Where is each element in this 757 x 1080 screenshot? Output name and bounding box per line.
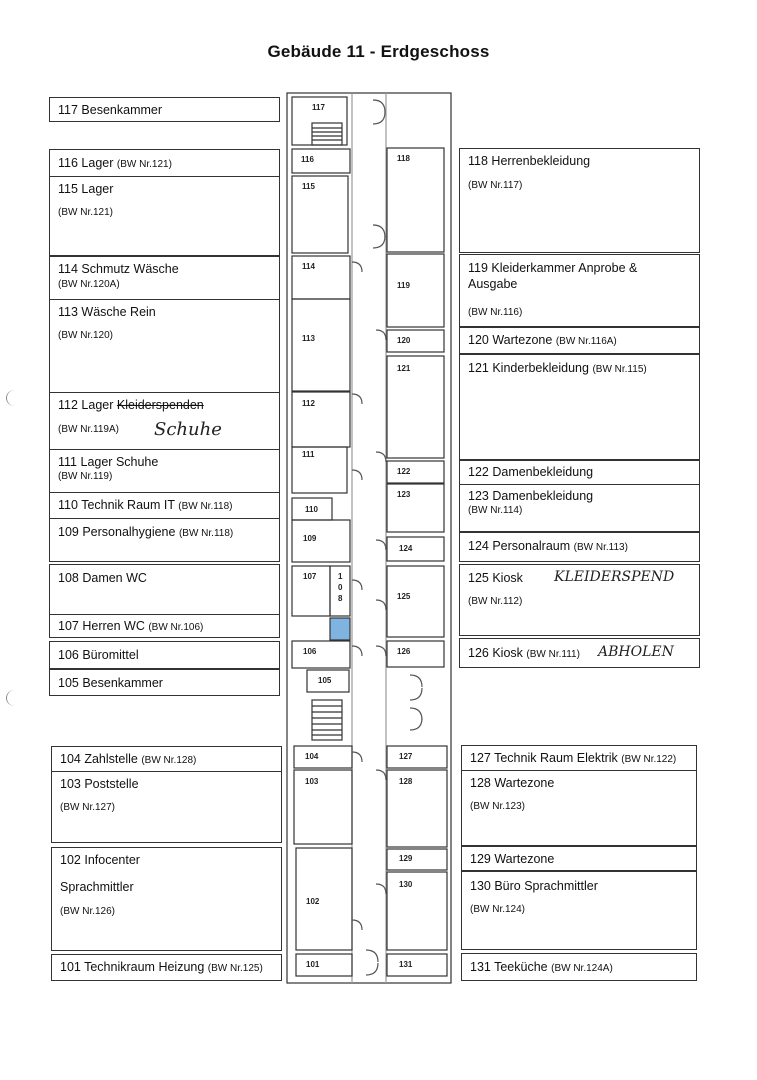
plan-label-117: 117: [312, 103, 325, 112]
plan-label-107: 107: [303, 572, 317, 581]
plan-room-127: [387, 746, 447, 768]
plan-room-114: [292, 256, 350, 299]
room-label-109: 109 Personalhygiene (BW Nr.118): [58, 525, 234, 539]
plan-room-120: [387, 330, 444, 352]
plan-room-103: [294, 770, 352, 844]
room-label-107: 107 Herren WC (BW Nr.106): [58, 619, 204, 633]
plan-label-126: 126: [397, 647, 411, 656]
plan-room-112: [292, 392, 350, 447]
room-label-126: 126 Kiosk (BW Nr.111): [468, 646, 580, 660]
plan-label-114: 114: [302, 262, 315, 271]
room-label-128: 128 Wartezone: [470, 776, 555, 790]
room-label-104: 104 Zahlstelle (BW Nr.128): [60, 752, 197, 766]
plan-label-109: 109: [303, 534, 317, 543]
room-label-110: 110 Technik Raum IT (BW Nr.118): [58, 498, 233, 512]
plan-room-101: [296, 954, 352, 976]
page-title: Gebäude 11 - Erdgeschoss: [267, 42, 490, 61]
plan-label-122: 122: [397, 467, 411, 476]
plan-label-102: 102: [306, 897, 320, 906]
plan-label-130: 130: [399, 880, 413, 889]
plan-label-118: 118: [397, 154, 410, 163]
plan-label-121: 121: [397, 364, 411, 373]
room-bw-128: (BW Nr.123): [470, 801, 526, 812]
plan-label-108-a: 1: [338, 572, 343, 581]
plan-label-125: 125: [397, 592, 411, 601]
room-label-102: 102 Infocenter: [60, 853, 140, 867]
room-bw-111: (BW Nr.119): [58, 471, 113, 482]
handwritten-note-112: Schuhe: [154, 419, 222, 440]
room-bw-114: (BW Nr.120A): [58, 279, 120, 290]
room-label-119-line2: Ausgabe: [468, 277, 518, 291]
plan-room-122: [387, 461, 444, 483]
plan-label-124: 124: [399, 544, 413, 553]
handwritten-note-126: ABHOLEN: [598, 644, 674, 660]
plan-label-123: 123: [397, 490, 411, 499]
plan-room-125: [387, 566, 444, 637]
plan-label-105: 105: [318, 676, 332, 685]
stairs-top: [312, 123, 342, 145]
room-bw-113: (BW Nr.120): [58, 330, 114, 341]
plan-room-highlight: [330, 618, 350, 640]
room-label-127: 127 Technik Raum Elektrik (BW Nr.122): [470, 751, 677, 765]
plan-room-104: [294, 746, 352, 768]
plan-room-102: [296, 848, 352, 950]
plan-room-115: [292, 176, 348, 253]
room-bw-115: (BW Nr.121): [58, 207, 114, 218]
room-bw-112: (BW Nr.119A): [58, 424, 119, 435]
plan-room-129: [387, 849, 447, 870]
plan-room-128: [387, 770, 447, 847]
room-label-115: 115 Lager: [58, 182, 114, 196]
plan-room-121: [387, 356, 444, 458]
plan-label-108-c: 8: [338, 594, 343, 603]
room-label-108: 108 Damen WC: [58, 571, 147, 585]
room-label-102-line2: Sprachmittler: [60, 880, 134, 894]
plan-room-131: [387, 954, 447, 976]
plan-room-123: [387, 484, 444, 532]
room-label-112: 112 Lager Kleiderspenden: [58, 398, 204, 412]
room-label-103: 103 Poststelle: [60, 777, 139, 791]
plan-label-112: 112: [302, 399, 315, 408]
plan-label-106: 106: [303, 647, 317, 656]
room-bw-118: (BW Nr.117): [468, 180, 523, 191]
plan-room-124: [387, 537, 444, 561]
room-bw-123: (BW Nr.114): [468, 505, 523, 516]
plan-room-130: [387, 872, 447, 950]
plan-room-119: [387, 254, 444, 327]
plan-label-104: 104: [305, 752, 319, 761]
plan-room-118: [387, 148, 444, 252]
plan-label-115: 115: [302, 182, 315, 191]
plan-label-131: 131: [399, 960, 413, 969]
plan-room-126: [387, 641, 444, 667]
room-label-101: 101 Technikraum Heizung (BW Nr.125): [60, 960, 263, 974]
plan-room-106: [292, 641, 350, 668]
room-label-111: 111 Lager Schuhe: [58, 455, 159, 469]
room-label-125: 125 Kiosk: [468, 571, 523, 585]
plan-label-127: 127: [399, 752, 413, 761]
handwritten-note-125: KLEIDERSPEND: [554, 569, 675, 585]
room-label-124: 124 Personalraum (BW Nr.113): [468, 539, 628, 553]
room-bw-125: (BW Nr.112): [468, 596, 523, 607]
room-label-113: 113 Wäsche Rein: [58, 305, 156, 319]
room-label-116: 116 Lager (BW Nr.121): [58, 156, 172, 170]
plan-label-111: 111: [302, 450, 315, 459]
room-bw-130: (BW Nr.124): [470, 904, 526, 915]
plan-room-109: [292, 520, 350, 562]
room-bw-119: (BW Nr.116): [468, 307, 523, 318]
room-label-131: 131 Teeküche (BW Nr.124A): [470, 960, 613, 974]
room-label-123: 123 Damenbekleidung: [468, 489, 594, 503]
plan-label-116: 116: [301, 155, 314, 164]
room-label-122: 122 Damenbekleidung: [468, 465, 594, 479]
room-label-118: 118 Herrenbekleidung: [468, 154, 591, 168]
plan-label-129: 129: [399, 854, 413, 863]
plan-label-128: 128: [399, 777, 413, 786]
stairs-bottom: [312, 700, 342, 740]
room-label-106: 106 Büromittel: [58, 648, 139, 662]
room-label-105: 105 Besenkammer: [58, 676, 163, 690]
room-bw-102: (BW Nr.126): [60, 906, 116, 917]
plan-labels: [301, 103, 413, 969]
room-label-130: 130 Büro Sprachmittler: [470, 879, 598, 893]
room-label-129: 129 Wartezone: [470, 852, 555, 866]
plan-label-120: 120: [397, 336, 411, 345]
plan-label-113: 113: [302, 334, 315, 343]
plan-label-119: 119: [397, 281, 410, 290]
plan-label-110: 110: [305, 505, 318, 514]
room-label-119: 119 Kleiderkammer Anprobe &: [468, 261, 638, 275]
room-label-114: 114 Schmutz Wäsche: [58, 262, 179, 276]
plan-label-108-b: 0: [338, 583, 343, 592]
plan-room-111: [292, 447, 347, 493]
room-label-120: 120 Wartezone (BW Nr.116A): [468, 333, 617, 347]
plan-label-103: 103: [305, 777, 319, 786]
plan-label-101: 101: [306, 960, 320, 969]
plan-room-113: [292, 299, 350, 391]
room-label-121: 121 Kinderbekleidung (BW Nr.115): [468, 361, 647, 375]
room-label-117: 117 Besenkammer: [58, 103, 163, 117]
room-bw-103: (BW Nr.127): [60, 802, 116, 813]
